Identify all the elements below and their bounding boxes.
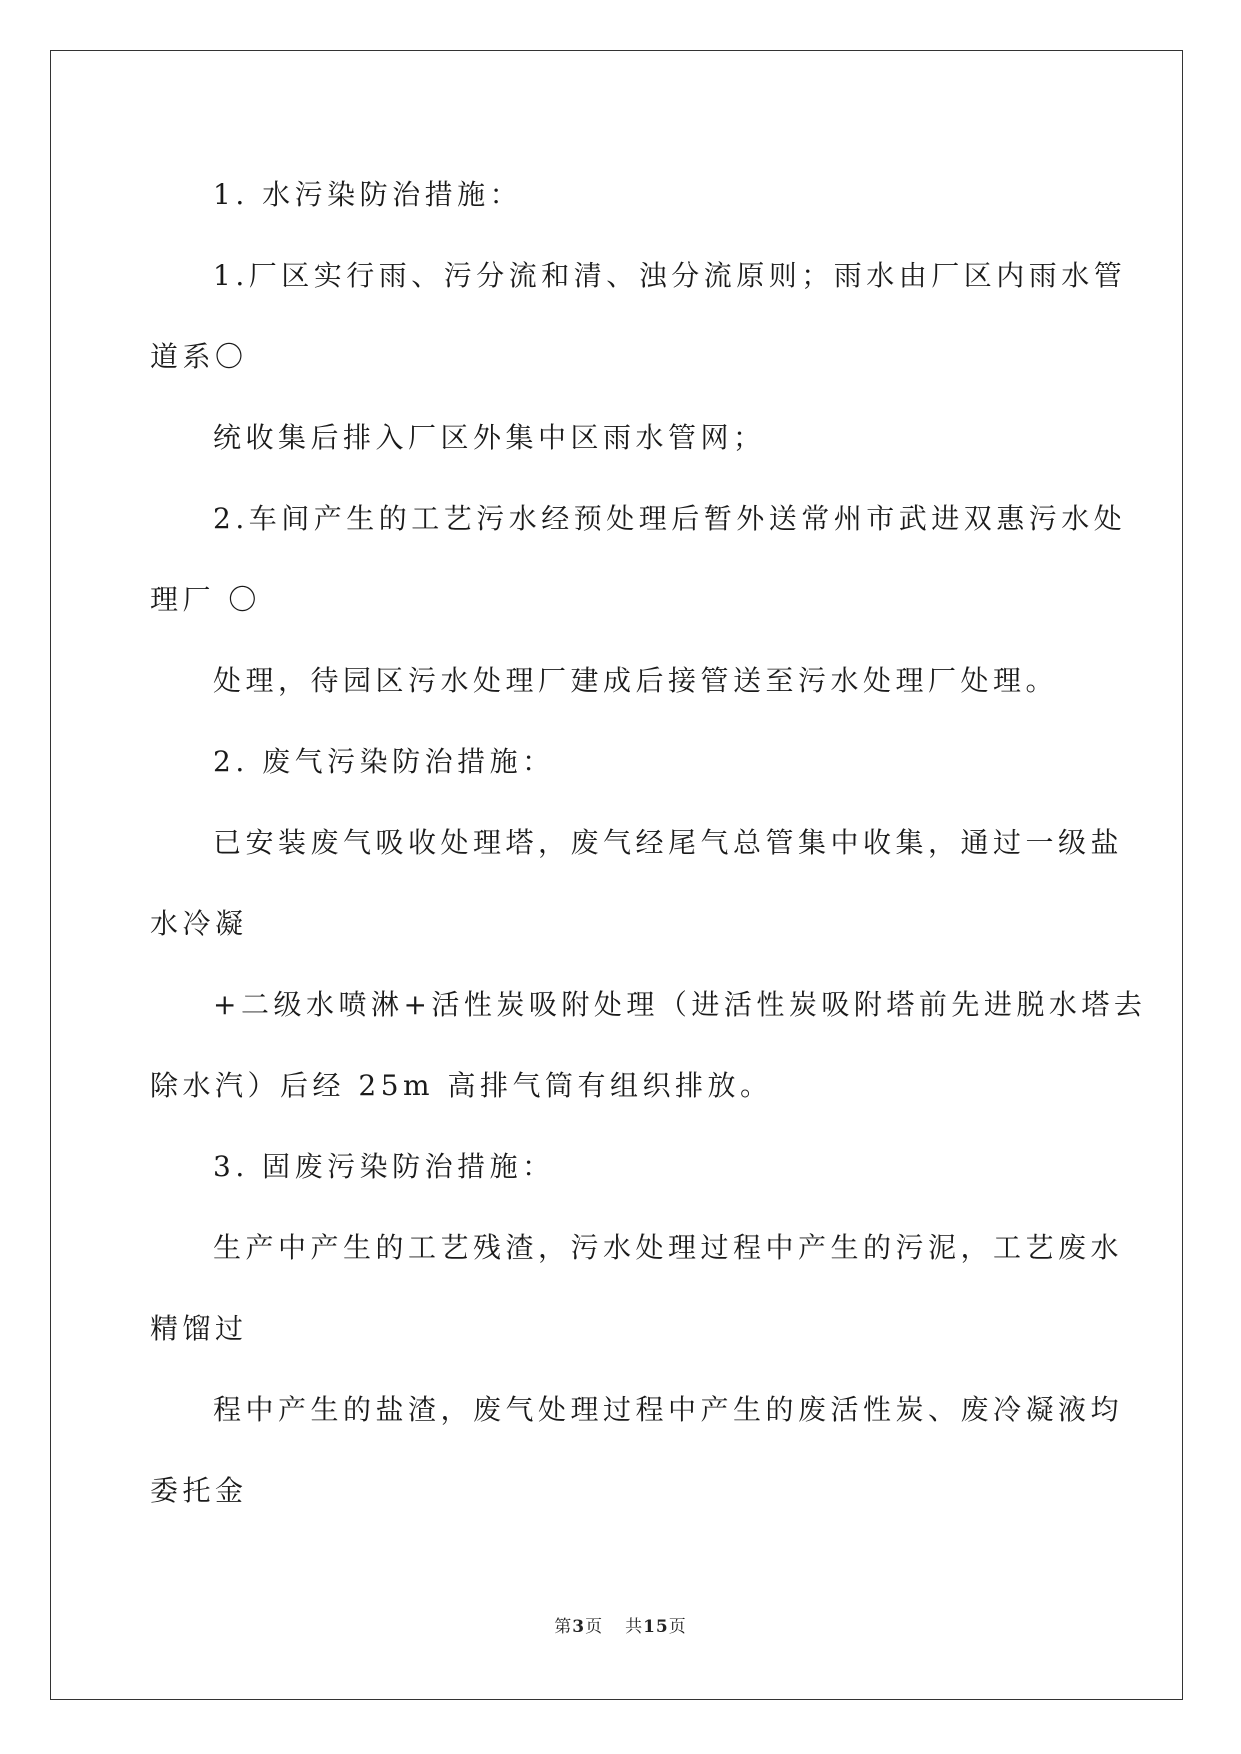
total-prefix: 共: [625, 1617, 644, 1637]
paragraph-line: 委托金: [150, 1474, 248, 1507]
paragraph-line: 2.车间产生的工艺污水经预处理后暂外送常州市武进双惠污水处: [213, 502, 1127, 535]
page-number: 3: [572, 1617, 586, 1637]
page-prefix: 第: [554, 1617, 573, 1637]
heading-air-pollution: 2. 废气污染防治措施：: [213, 745, 555, 778]
document-body: [150, 170, 1147, 1547]
total-pages: 15: [643, 1617, 669, 1637]
paragraph-line: 处理，待园区污水处理厂建成后接管送至污水处理厂处理。: [213, 664, 1059, 697]
paragraph-line: +二级水喷淋+活性炭吸附处理（进活性炭吸附塔前先进脱水塔去: [213, 988, 1147, 1021]
paragraph-line: 道系〇: [150, 340, 248, 373]
paragraph-line: 除水汽）后经 25m 高排气筒有组织排放。: [150, 1069, 773, 1102]
paragraph-line: 已安装废气吸收处理塔，废气经尾气总管集中收集，通过一级盐: [213, 826, 1124, 859]
paragraph-line: 精馏过: [150, 1312, 248, 1345]
paragraph-line: 统收集后排入厂区外集中区雨水管网；: [213, 421, 766, 454]
paragraph-line: 水冷凝: [150, 907, 248, 940]
page-footer: [0, 1612, 1241, 1637]
paragraph-line: 程中产生的盐渣，废气处理过程中产生的废活性炭、废冷凝液均: [213, 1393, 1124, 1426]
heading-solid-waste: 3. 固废污染防治措施：: [213, 1150, 555, 1183]
paragraph-line: 1.厂区实行雨、污分流和清、浊分流原则；雨水由厂区内雨水管: [213, 259, 1127, 292]
heading-water-pollution: 1. 水污染防治措施：: [213, 178, 523, 211]
total-suffix: 页: [668, 1617, 687, 1637]
page-suffix: 页: [585, 1617, 604, 1637]
paragraph-line: 生产中产生的工艺残渣，污水处理过程中产生的污泥，工艺废水: [213, 1231, 1124, 1264]
paragraph-line: 理厂 〇: [150, 583, 261, 616]
